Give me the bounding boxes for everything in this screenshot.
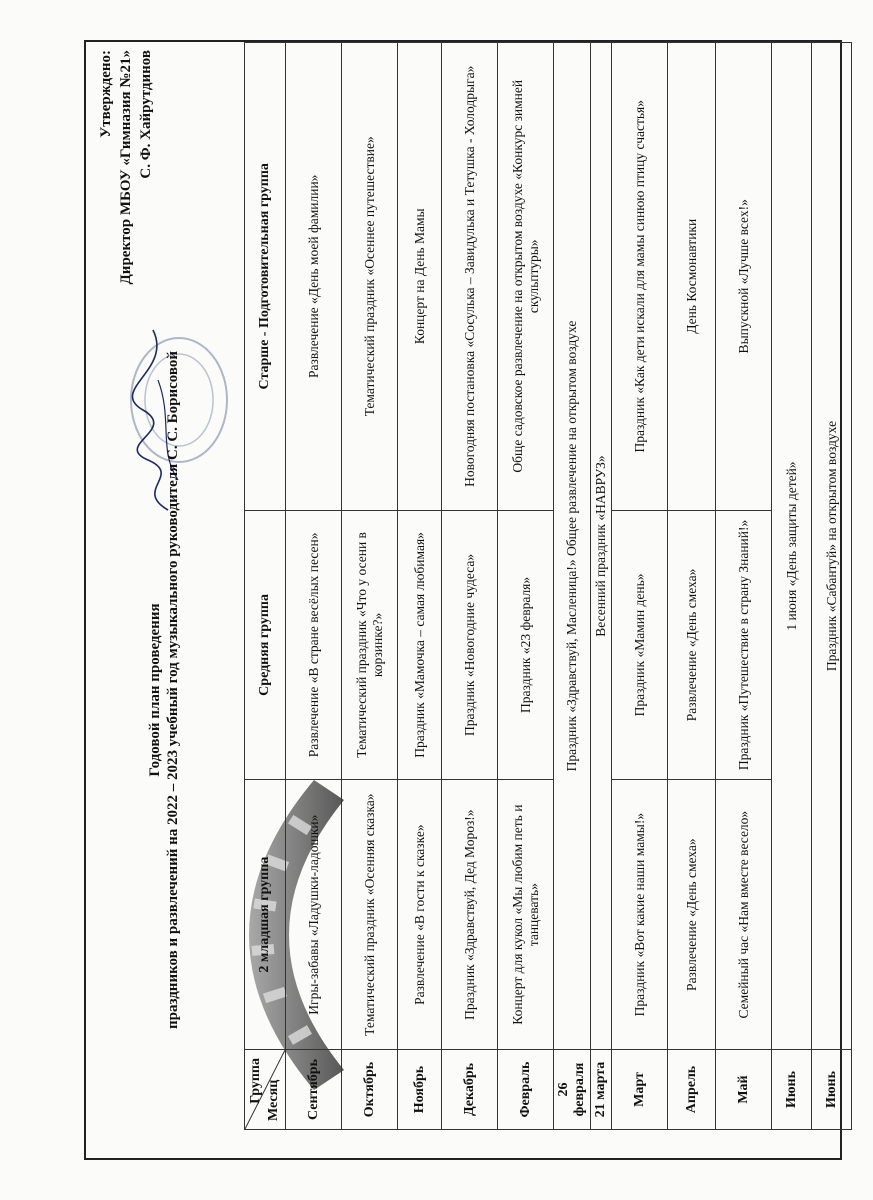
month-cell: Май [716,1050,772,1130]
table-row [342,43,398,1130]
group-month-header [245,1050,286,1130]
month-cell: Декабрь [442,1050,498,1130]
event-cell: Игры-забавы «Ладушки-ладошки» [286,780,342,1050]
event-cell: Новогодняя постановка «Сосулька – Завидулька и Тетушка - Холодрыга» [442,43,498,511]
event-cell: Развлечение «В гости к сказке» [398,780,442,1050]
approval-director: Директор МБОУ «Гимназия №21» [118,50,134,285]
event-cell: Развлечение «День смеха» [668,510,716,780]
event-cell: Праздник «Как дети искали для мамы синюю птицу счастья» [612,43,668,511]
header-col-junior: 2 младшая группа [245,780,286,1050]
table-row [812,43,852,1130]
event-cell: День Космонавтики [668,43,716,511]
table-row [398,43,442,1130]
event-cell: Развлечение «День моей фамилии» [286,43,342,511]
month-cell: Сентябрь [286,1050,342,1130]
rotated-document [84,40,842,1160]
event-cell: Развлечение «В стране весёлых песен» [286,510,342,780]
table-row [498,43,554,1130]
event-cell: Праздник «Здравствуй, Дед Мороз!» [442,780,498,1050]
event-cell: Тематический праздник «Осеннее путешествие» [342,43,398,511]
approval-block [96,50,156,340]
event-cell-span: Праздник «Сабантуй» на открытом воздухе [812,43,852,1050]
event-cell: Тематический праздник «Осенняя сказка» [342,780,398,1050]
event-cell: Выпускной «Лучше всех!» [716,43,772,511]
header-col-middle: Средняя группа [245,510,286,780]
title-line-1: Годовой план проведения [147,603,163,777]
table-row [286,43,342,1130]
group-label: Группа [248,1058,263,1104]
event-cell: Обще садовское развлечение на открытом воздухе «Конкурс зимней скульптуры» [498,43,554,511]
event-cell: Развлечение «День смеха» [668,780,716,1050]
month-cell: 21 марта [591,1050,612,1130]
table-row [442,43,498,1130]
table-row [591,43,612,1130]
event-cell-span: Весенний праздник «НАВРУЗ» [591,43,612,1050]
event-cell: Тематический праздник «Что у осени в корзинке?» [342,510,398,780]
event-cell: Праздник «23 февраля» [498,510,554,780]
event-cell: Праздник «Мамочка – самая любимая» [398,510,442,780]
month-cell: Октябрь [342,1050,398,1130]
table-row [772,43,812,1130]
month-cell: Июнь [772,1050,812,1130]
table-row [716,43,772,1130]
month-cell: Апрель [668,1050,716,1130]
event-cell-span: 1 июня «День защиты детей» [772,43,812,1050]
month-label: Месяц [266,1079,281,1121]
table-row [668,43,716,1130]
month-cell: Ноябрь [398,1050,442,1130]
event-cell: Концерт на День Мамы [398,43,442,511]
title-line-2: праздников и развлечений на 2022 – 2023 учебный год музыкального руководителя С. С. Борисовой [165,350,181,1030]
approval-name: С. Ф. Хайрутдинов [138,50,154,179]
month-cell: Февраль [498,1050,554,1130]
table-row [554,43,591,1130]
approval-title: Утверждено: [98,50,114,138]
month-cell: Март [612,1050,668,1130]
header-col-senior: Старше - Подготовительная группа [245,43,286,511]
event-cell: Праздник «Новогодние чудеса» [442,510,498,780]
event-cell-span: Праздник «Здравствуй, Масленица!» Общее развлечение на открытом воздухе [554,43,591,1050]
header-row [245,43,286,1130]
document-title [146,310,182,1070]
month-cell: 26 февраля [554,1050,591,1130]
event-cell: Праздник «Вот какие наши мамы!» [612,780,668,1050]
event-cell: Праздник «Мамин день» [612,510,668,780]
event-cell: Праздник «Путешествие в страну Знаний!» [716,510,772,780]
table-row [612,43,668,1130]
schedule-table [244,42,852,1130]
event-cell: Семейный час «Нам вместе весело» [716,780,772,1050]
month-cell: Июнь [812,1050,852,1130]
event-cell: Концерт для кукол «Мы любим петь и танцевать» [498,780,554,1050]
